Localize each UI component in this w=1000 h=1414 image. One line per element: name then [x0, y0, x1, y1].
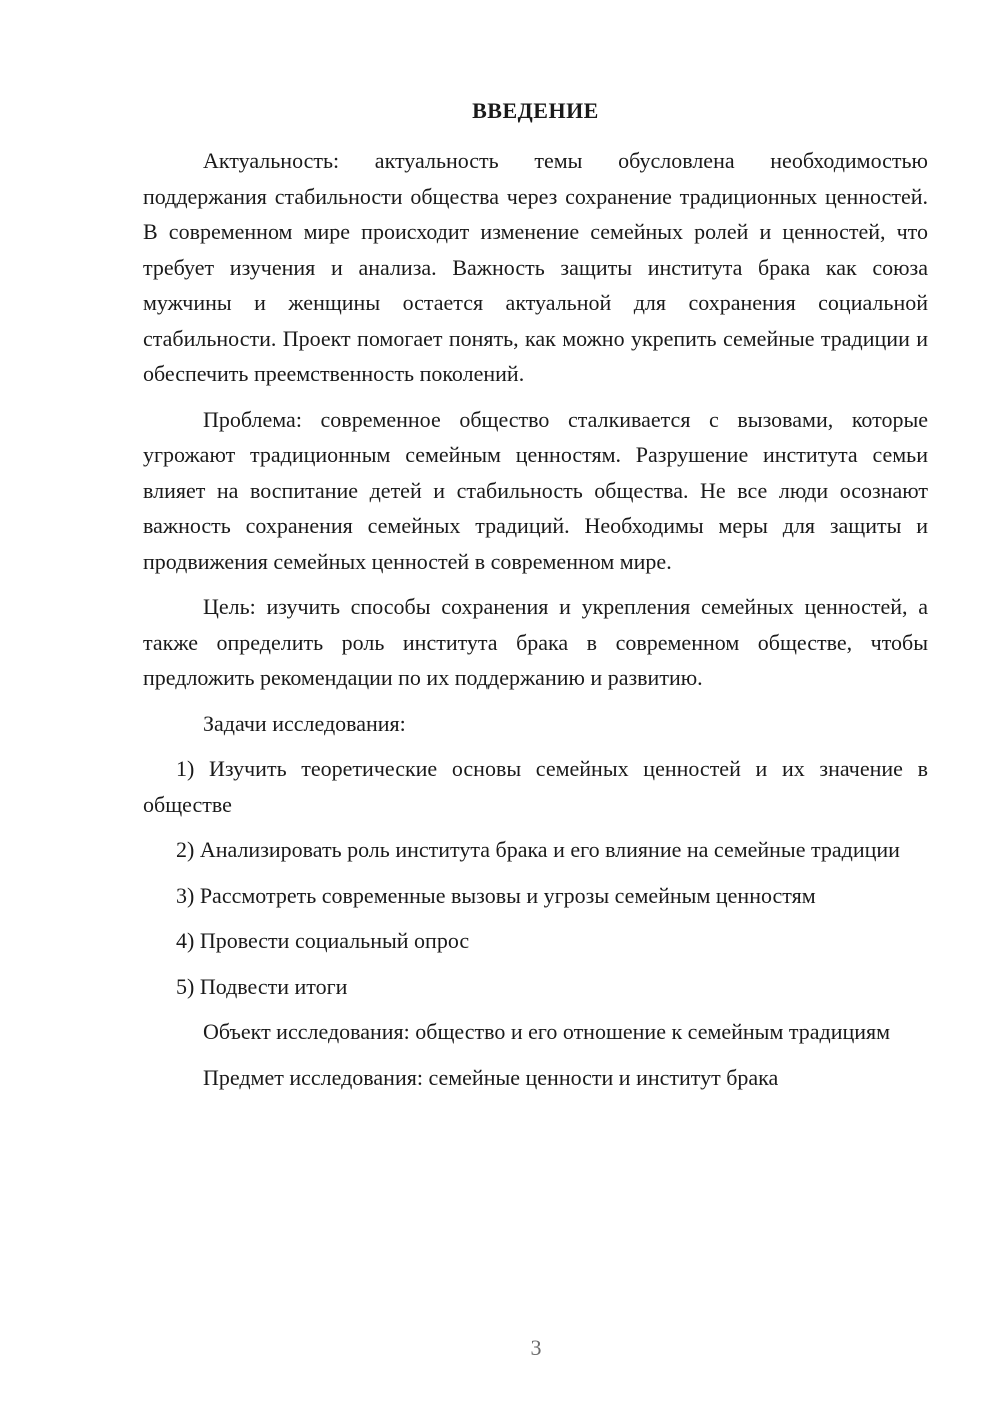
task-item-1: 1) Изучить теоретические основы семейных ценностей и их значение в обществе: [143, 756, 928, 817]
task-item-5: 5) Подвести итоги: [176, 973, 348, 999]
task-item-2: 2) Анализировать роль института брака и его влияние на семейные традиции: [176, 837, 900, 862]
paragraph-research-object: Объект исследования: общество и его отношение к семейным традициям: [203, 1019, 891, 1044]
paragraph-goal: Цель: изучить способы сохранения и укрепления семейных ценностей, а также определить роль института брака в современном обществе, чтобы предложить рекомендации по их поддержанию и развитию.: [143, 594, 928, 690]
paragraph-relevance: Актуальность: актуальность темы обусловлена необходимостью поддержания стабильности общества через сохранение традиционных ценностей. В современном мире происходит изменение семейных ролей и ценностей, что требует изучения и анализа. Важность защиты института брака как союза мужчины и женщины остается актуальной для сохранения социальной стабильности. Проект помогает понять, как можно укрепить семейные традиции и обеспечить преемственность поколений.: [143, 148, 928, 386]
paragraph-problem: Проблема: современное общество сталкивается с вызовами, которые угрожают традиционным семейным ценностям. Разрушение института семьи влияет на воспитание детей и стабильность общества. Не все люди осознают важность сохранения семейных традиций. Необходимы меры для защиты и продвижения семейных ценностей в современном мире.: [143, 406, 928, 574]
task-item-4: 4) Провести социальный опрос: [176, 928, 470, 953]
task-item-3: 3) Рассмотреть современные вызовы и угрозы семейным ценностям: [176, 882, 816, 908]
page-number: 3: [530, 1335, 542, 1360]
paragraph-tasks-heading: Задачи исследования:: [203, 710, 406, 736]
page-title: ВВЕДЕНИЕ: [472, 98, 599, 123]
paragraph-research-subject: Предмет исследования: семейные ценности и институт брака: [203, 1064, 779, 1090]
document-body: [143, 143, 928, 1105]
